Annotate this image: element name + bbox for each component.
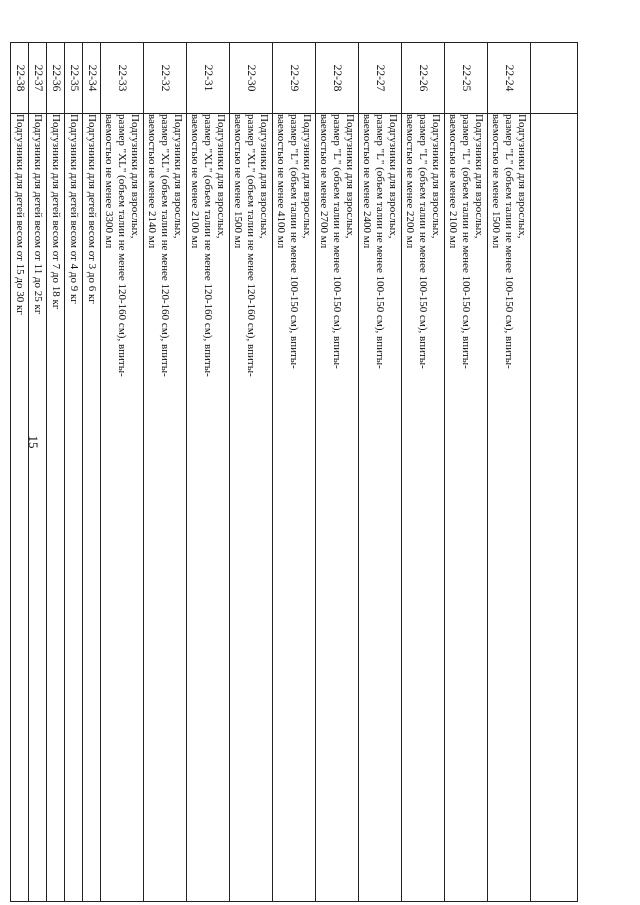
table-row-header-blank [531, 43, 578, 903]
description-line: Подгузники для детей весом от 7 до 18 кг [50, 114, 62, 310]
item-code: 22-31 [187, 43, 230, 114]
description-line: Подгузники для детей весом от 11 до 25 кг [32, 114, 44, 315]
item-code: 22-26 [402, 43, 445, 114]
item-description [144, 114, 187, 902]
description-line: ваемостью не менее 2400 мл [361, 114, 374, 249]
description-line: ваемостью не менее 4100 мл [275, 114, 288, 249]
item-description [230, 114, 273, 902]
item-description [83, 114, 101, 902]
table-row [101, 43, 144, 903]
header-blank-desc [531, 114, 578, 902]
item-description [11, 114, 29, 902]
description-line: ваемостью не менее 1500 мл [232, 114, 245, 249]
description-line: Подгузники для детей весом от 15 до 30 кг [14, 114, 26, 315]
item-description [316, 114, 359, 902]
item-code: 22-27 [359, 43, 402, 114]
item-code: 22-35 [65, 43, 83, 114]
table-row [144, 43, 187, 903]
table-row [359, 43, 402, 903]
table-row [47, 43, 65, 903]
description-line: Подгузники для взрослых, [301, 114, 314, 239]
rotated-page [14, 42, 578, 902]
description-line: Подгузники для взрослых, [430, 114, 443, 239]
page-number: 15 [26, 435, 41, 449]
item-description [273, 114, 316, 902]
description-line: ваемостью не менее 2100 мл [447, 114, 460, 249]
description-line: ваемостью не менее 2700 мл [318, 114, 331, 249]
item-code: 22-32 [144, 43, 187, 114]
table-row [83, 43, 101, 903]
description-line: Подгузники для взрослых, [172, 114, 185, 239]
description-line: Подгузники для детей весом от 4 до 9 кг [68, 114, 80, 304]
description-line: размер "L" (объем талии не менее 100-150 см), впиты- [503, 114, 516, 369]
table-row [11, 43, 29, 903]
header-blank-right [11, 902, 578, 903]
description-line: размер "L" (объем талии не менее 100-150 см), впиты- [417, 114, 430, 369]
item-code: 22-33 [101, 43, 144, 114]
description-line: размер "XL" (объем талии не менее 120-160 см), впиты- [202, 114, 215, 377]
item-description [29, 114, 47, 902]
table-row [445, 43, 488, 903]
item-description [187, 114, 230, 902]
item-code: 22-30 [230, 43, 273, 114]
item-description [65, 114, 83, 902]
item-code: 22-24 [488, 43, 531, 114]
table-row [187, 43, 230, 903]
header-blank-code [531, 43, 578, 114]
description-line: Подгузники для детей весом от 3 до 6 кг [86, 114, 98, 304]
item-description [359, 114, 402, 902]
table-row [65, 43, 83, 903]
description-line: Подгузники для взрослых, [258, 114, 271, 239]
item-description [445, 114, 488, 902]
item-code: 22-25 [445, 43, 488, 114]
description-line: размер "L" (объем талии не менее 100-150 см), впиты- [288, 114, 301, 369]
item-code: 22-36 [47, 43, 65, 114]
table-row [316, 43, 359, 903]
item-code: 22-38 [11, 43, 29, 114]
description-line: Подгузники для взрослых, [516, 114, 529, 239]
description-line: Подгузники для взрослых, [129, 114, 142, 239]
description-line: размер "XL" (объем талии не менее 120-160 см), впиты- [159, 114, 172, 377]
table-body [11, 43, 578, 903]
table-row [230, 43, 273, 903]
description-line: Подгузники для взрослых, [344, 114, 357, 239]
item-code: 22-37 [29, 43, 47, 114]
description-line: размер "L" (объем талии не менее 100-150 см), впиты- [331, 114, 344, 369]
description-line: ваемостью не менее 2200 мл [404, 114, 417, 249]
item-description [488, 114, 531, 902]
table-row [273, 43, 316, 903]
document-table [10, 42, 578, 902]
item-code: 22-29 [273, 43, 316, 114]
description-line: ваемостью не менее 2140 мл [146, 114, 159, 249]
item-description [402, 114, 445, 902]
item-description [47, 114, 65, 902]
description-line: ваемостью не менее 3300 мл [103, 114, 116, 249]
item-code: 22-28 [316, 43, 359, 114]
item-code: 22-34 [83, 43, 101, 114]
description-line: Подгузники для взрослых, [215, 114, 228, 239]
table-row [402, 43, 445, 903]
item-description [101, 114, 144, 902]
description-line: Подгузники для взрослых, [387, 114, 400, 239]
description-line: размер "XL" (объем талии не менее 120-160 см), впиты- [245, 114, 258, 377]
description-line: размер "L" (объем талии не менее 100-150 см), впиты- [374, 114, 387, 369]
description-line: Подгузники для взрослых, [473, 114, 486, 239]
table-row [488, 43, 531, 903]
table-row [29, 43, 47, 903]
description-line: ваемостью не менее 1500 мл [490, 114, 503, 249]
description-line: размер "XL" (объем талии не менее 120-160 см), впиты- [116, 114, 129, 377]
description-line: размер "L" (объем талии не менее 100-150 см), впиты- [460, 114, 473, 369]
description-line: ваемостью не менее 2100 мл [189, 114, 202, 249]
